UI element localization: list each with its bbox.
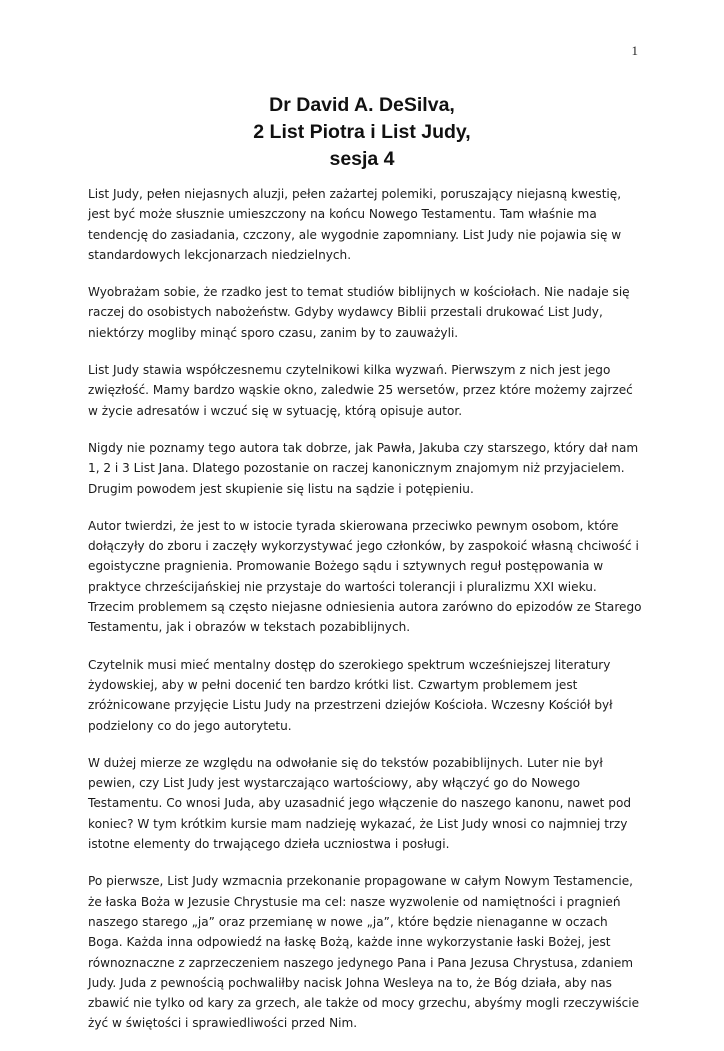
title-line-session: sesja 4	[329, 148, 395, 170]
paragraph: Czytelnik musi mieć mentalny dostęp do szerokiego spektrum wcześniejszej literatury żydowskiej, aby w pełni docenić ten bardzo krótki list. Czwartym problemem jest zróżnicowane przyjęcie Listu Judy na przestrzeni dziejów Kościoła. Wczesny Kościół był podzielony co do jego autorytetu.	[88, 657, 613, 733]
paragraph: W dużej mierze ze względu na odwołanie się do tekstów pozabiblijnych. Luter nie był pewien, czy List Judy jest wystarczająco wartościowy, aby włączyć go do Nowego Testamentu. Co wnosi Juda, aby uzasadnić jego włączenie do naszego kanonu, nawet pod koniec? W tym krótkim kursie mam nadzieję wykazać, że List Judy wnosi co najmniej trzy istotne elementy do trwającego dzieła uczniostwa i posługi.	[88, 755, 632, 852]
document-body	[88, 184, 646, 1051]
title-line-author: Dr David A. DeSilva,	[269, 94, 455, 116]
page-number: 1	[631, 43, 638, 58]
paragraph: Nigdy nie poznamy tego autora tak dobrze, jak Pawła, Jakuba czy starszego, który dał nam 1, 2 i 3 List Jana. Dlatego pozostanie on raczej kanonicznym znajomym niż przyjacielem. Drugim powodem jest skupienie się listu na sądzie i potępieniu.	[88, 440, 639, 496]
paragraph: Po pierwsze, List Judy wzmacnia przekonanie propagowane w całym Nowym Testamencie, że łaska Boża w Jezusie Chrystusie ma cel: nasze wyzwolenie od namiętności i pragnień naszego starego „ja” oraz przemianę w nowe „ja”, które będzie nienaganne w oczach Boga. Każda inna odpowiedź na łaskę Bożą, każde inne wykorzystanie łaski Bożej, jest równoznaczne z zaprzeczeniem naszego jedynego Pana i Pana Jezusa Chrystusa, zdaniem Judy. Juda z pewnością pochwaliłby nacisk Johna Wesleya na to, że Bóg działa, aby nas zbawić nie tylko od kary za grzech, ale także od mocy grzechu, abyśmy mogli rzeczywiście żyć w świętości i sprawiedliwości przed Nim.	[88, 874, 640, 1031]
document-title	[0, 92, 724, 173]
paragraph: Wyobrażam sobie, że rzadko jest to temat studiów biblijnych w kościołach. Nie nadaje się raczej do osobistych nabożeństw. Gdyby wydawcy Biblii przestali drukować List Judy, niektórzy mogliby minąć sporo czasu, zanim by to zauważyli.	[88, 285, 630, 340]
paragraph: List Judy stawia współczesnemu czytelnikowi kilka wyzwań. Pierwszym z nich jest jego zwięzłość. Mamy bardzo wąskie okno, zaledwie 25 wersetów, przez które możemy zajrzeć w życie adresatów i wczuć się w sytuację, którą opisuje autor.	[88, 363, 633, 418]
title-line-subject: 2 List Piotra i List Judy,	[253, 121, 471, 143]
paragraph: List Judy, pełen niejasnych aluzji, pełen zażartej polemiki, poruszający niejasną kwestię, jest być może słusznie umieszczony na końcu Nowego Testamentu. Tam właśnie ma tendencję do zasiadania, czczony, ale wygodnie zapomniany. List Judy nie pojawia się w standardowych lekcjonarzach niedzielnych.	[88, 187, 622, 262]
paragraph: Autor twierdzi, że jest to w istocie tyrada skierowana przeciwko pewnym osobom, które dołączyły do zboru i zaczęły wykorzystywać jego członków, by zaspokoić własną chciwość i egoistyczne pragnienia. Promowanie Bożego sądu i sztywnych reguł postępowania w praktyce chrześcijańskiej nie przystaje do wartości tolerancji i pluralizmu XXI wieku. Trzecim problemem są często niejasne odniesienia autora zarówno do epizodów ze Starego Testamentu, jak i obrazów w tekstach pozabiblijnych.	[88, 518, 642, 635]
